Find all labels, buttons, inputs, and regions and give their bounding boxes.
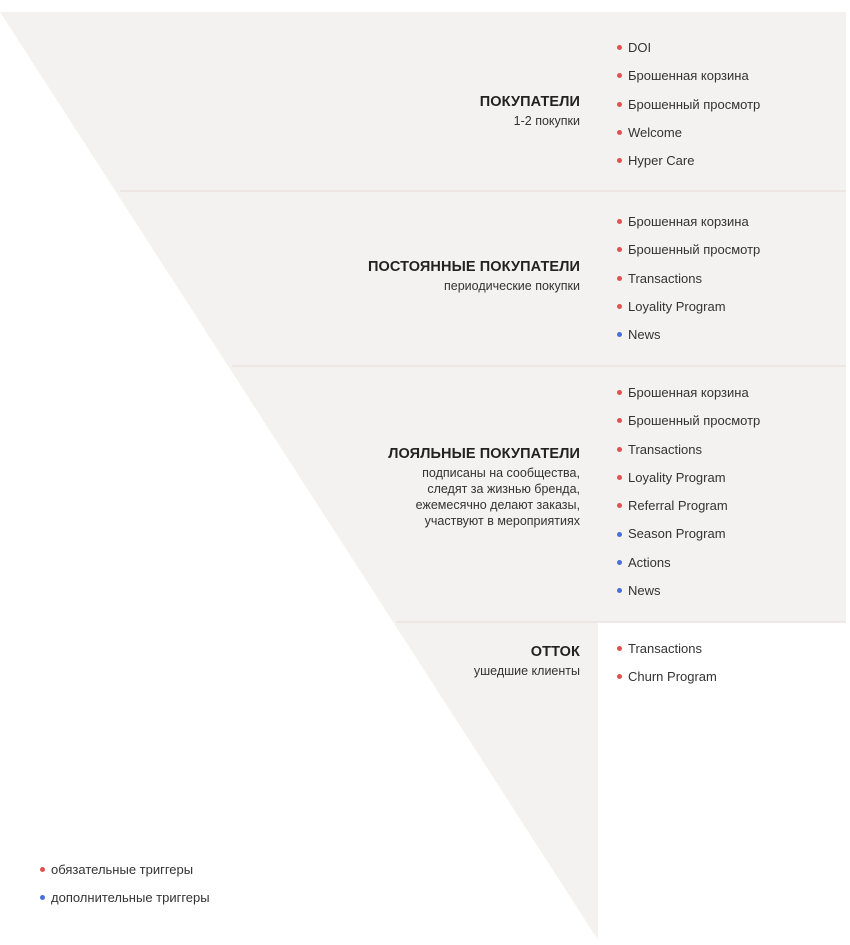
trigger-label: Referral Program	[628, 498, 728, 514]
trigger-label: Welcome	[628, 124, 682, 140]
required-dot-icon	[617, 503, 622, 508]
trigger-item	[617, 553, 760, 581]
trigger-label: Брошенный просмотр	[628, 242, 761, 258]
trigger-item	[617, 468, 760, 496]
stage-subtitle: 1-2 покупки	[513, 114, 580, 128]
trigger-item	[617, 440, 760, 468]
trigger-item	[617, 411, 760, 439]
trigger-item	[617, 151, 760, 179]
stage-title: ЛОЯЛЬНЫЕ ПОКУПАТЕЛИ	[388, 446, 580, 462]
trigger-label: Transactions	[628, 441, 702, 457]
trigger-label: Брошенная корзина	[628, 68, 749, 84]
required-dot-icon	[617, 158, 622, 163]
trigger-label: Брошенная корзина	[628, 214, 749, 229]
required-dot-icon	[617, 418, 622, 423]
trigger-label: Брошенный просмотр	[628, 413, 761, 429]
stage-title: ПОСТОЯННЫЕ ПОКУПАТЕЛИ	[368, 259, 580, 275]
trigger-label: Loyality Program	[628, 469, 726, 485]
required-dot-icon	[617, 447, 622, 452]
trigger-list-churn	[617, 639, 717, 696]
trigger-item	[617, 639, 717, 667]
required-dot-icon	[617, 674, 622, 679]
trigger-list-loyal-buyers	[617, 383, 760, 609]
trigger-item	[617, 240, 760, 268]
legend-label: обязательные триггеры	[51, 862, 194, 877]
legend-item-required	[40, 860, 210, 888]
trigger-item	[617, 269, 760, 297]
trigger-label: Season Program	[628, 526, 726, 542]
required-dot-icon	[617, 102, 622, 107]
trigger-label: Hyper Care	[628, 153, 695, 169]
trigger-item	[617, 667, 717, 695]
trigger-label: News	[628, 327, 661, 343]
trigger-item	[617, 524, 760, 552]
optional-dot-icon	[40, 895, 45, 900]
required-dot-icon	[617, 247, 622, 252]
stage-buyers	[480, 94, 580, 129]
trigger-label: News	[628, 583, 661, 599]
optional-dot-icon	[617, 532, 622, 537]
optional-dot-icon	[617, 560, 622, 565]
trigger-item	[617, 123, 760, 151]
required-dot-icon	[617, 304, 622, 309]
trigger-item	[617, 581, 760, 609]
trigger-item	[617, 212, 760, 240]
trigger-label: Actions	[628, 554, 671, 570]
optional-dot-icon	[617, 588, 622, 593]
trigger-item	[617, 66, 760, 94]
stage-subtitle: ушедшие клиенты	[473, 664, 580, 678]
stage-churn	[474, 644, 580, 679]
required-dot-icon	[617, 646, 622, 651]
required-dot-icon	[617, 219, 622, 224]
stage-title: ПОКУПАТЕЛИ	[479, 94, 580, 110]
stage-regular-buyers	[368, 259, 580, 294]
required-dot-icon	[617, 390, 622, 395]
trigger-label: Loyality Program	[628, 298, 726, 314]
required-dot-icon	[617, 130, 622, 135]
legend-item-optional	[40, 888, 210, 916]
required-dot-icon	[617, 276, 622, 281]
trigger-label: Брошенный просмотр	[628, 96, 761, 112]
trigger-label: Churn Program	[628, 669, 717, 685]
required-dot-icon	[617, 475, 622, 480]
trigger-list-buyers	[617, 38, 760, 179]
stage-loyal-buyers	[388, 446, 580, 529]
stage-subtitle: подписаны на сообщества, следят за жизнью бренда, ежемесячно делают заказы, участвуют в мероприятиях	[415, 466, 580, 528]
optional-dot-icon	[617, 332, 622, 337]
trigger-item	[617, 297, 760, 325]
legend	[40, 860, 210, 916]
trigger-item	[617, 38, 760, 66]
required-dot-icon	[617, 73, 622, 78]
required-dot-icon	[617, 45, 622, 50]
trigger-label: Transactions	[628, 270, 702, 286]
stage-subtitle: периодические покупки	[444, 279, 580, 293]
legend-label: дополнительные триггеры	[51, 890, 210, 905]
trigger-label: Transactions	[628, 641, 702, 656]
stage-title: ОТТОК	[530, 644, 580, 660]
trigger-item	[617, 325, 760, 353]
trigger-list-regular-buyers	[617, 212, 760, 353]
trigger-item	[617, 496, 760, 524]
trigger-label: DOI	[628, 40, 652, 55]
trigger-label: Брошенная корзина	[628, 385, 749, 400]
trigger-item	[617, 95, 760, 123]
trigger-item	[617, 383, 760, 411]
required-dot-icon	[40, 867, 45, 872]
